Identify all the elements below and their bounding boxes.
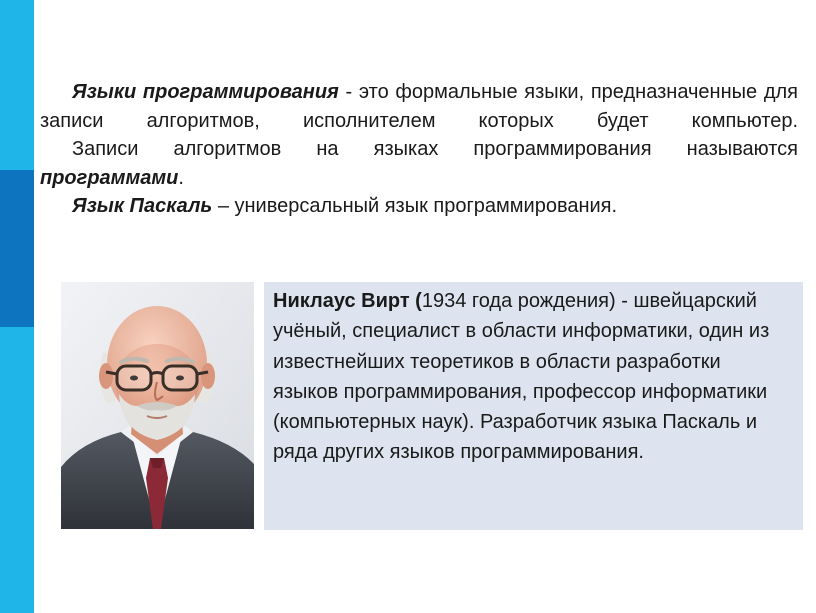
definition-pascal-text: – универсальный язык программирования. [212,195,618,217]
term-pascal: Язык Паскаль [72,195,213,217]
term-programs: программами [40,166,179,189]
portrait-illustration [61,282,254,529]
wirth-portrait-image [61,282,254,529]
bio-box [264,282,803,530]
definition-programming-languages-text: - это формальные языки, предназначенные для записи алгоритмов, исполнителем которых будет компьютер. [40,81,798,132]
side-decoration-bar [0,0,34,613]
bio-paragraph [273,286,791,468]
term-programming-languages: Языки программирования [72,81,339,103]
side-decoration-accent [0,170,34,327]
definition-pascal [40,192,798,221]
definition-block [40,78,798,221]
bio-name: Никлаус Вирт ( [273,290,422,312]
bio-text: 1934 года рождения) - швейцарский учёный, специалист в области информатики, один из известнейших теоретиков в области разработки языков программирования, профессор информатики (компьютерных наук). Разработчик языка Паскаль и ряда других языков программирования. [273,290,770,464]
definition-programs [40,135,798,192]
definition-programs-text: Записи алгоритмов на языках программирования называются [72,138,798,160]
definition-programs-end: . [178,166,184,189]
definition-programming-languages [40,78,798,135]
